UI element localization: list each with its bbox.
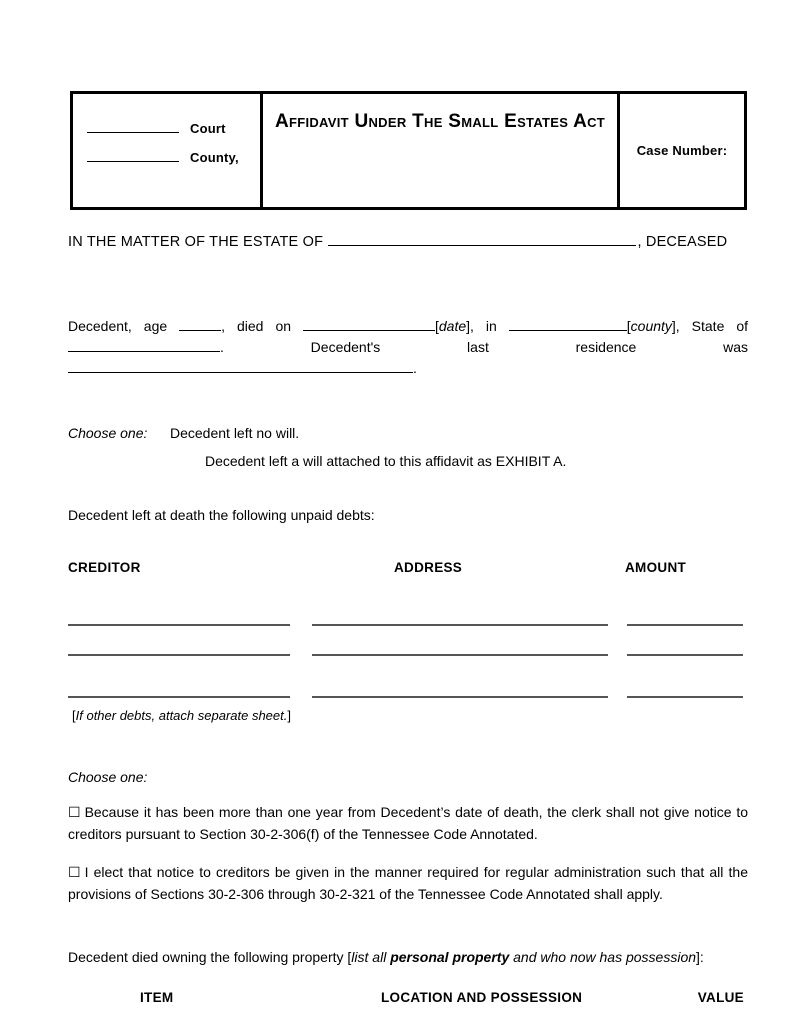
property-intro-part-2: ]: [696, 949, 704, 965]
county-fill-line[interactable] [87, 149, 179, 162]
decedent-age-text: Decedent, age [68, 318, 168, 334]
estate-matter-prefix: IN THE MATTER OF THE ESTATE OF [68, 234, 324, 250]
checkbox-icon[interactable]: ☐ [68, 804, 81, 820]
residence-period: . [413, 360, 417, 376]
notice-option-2-row[interactable] [68, 862, 748, 905]
date-of-death-fill[interactable] [303, 318, 435, 331]
county-label: County, [190, 150, 239, 165]
county-of-death-fill[interactable] [509, 318, 627, 331]
estate-matter-line [68, 232, 748, 250]
property-intro-part-1: Decedent died owning the following property [ [68, 949, 352, 965]
property-intro-italic-2: and who now has possession [509, 949, 697, 965]
will-option-no-will[interactable]: Decedent left no will. [170, 425, 300, 441]
property-intro-text [68, 949, 748, 965]
table-row [68, 626, 748, 656]
case-number-cell [620, 94, 744, 207]
column-header-value: VALUE [697, 990, 744, 1005]
notice-option-1-row[interactable] [68, 802, 748, 845]
amount-fill-line[interactable] [627, 696, 743, 698]
county-bracket-close: ], State of [671, 318, 749, 334]
table-row [68, 656, 748, 698]
column-header-item: ITEM [140, 990, 174, 1005]
note-bracket-open: [ [72, 708, 76, 723]
creditor-fill-line[interactable] [68, 696, 290, 698]
county-bracket-open: [ [626, 318, 631, 334]
property-table-header [68, 990, 748, 1008]
column-header-creditor: CREDITOR [68, 560, 141, 575]
attach-separate-sheet-note [68, 708, 748, 723]
property-intro-bold: personal property [390, 949, 510, 965]
column-header-address: ADDRESS [394, 560, 463, 575]
last-residence-fill[interactable] [68, 360, 413, 373]
note-bracket-close: ] [287, 708, 291, 723]
debts-table-rows [68, 596, 748, 698]
decedent-name-fill[interactable] [328, 232, 636, 246]
date-bracket-open: [ [435, 318, 439, 334]
court-county-cell [73, 94, 263, 207]
age-fill[interactable] [179, 318, 221, 331]
debts-intro-text: Decedent left at death the following unpaid debts: [68, 507, 375, 523]
property-intro-italic-1: list all [351, 949, 391, 965]
debts-table-header [68, 560, 748, 578]
caption-table [70, 91, 747, 210]
court-fill-line[interactable] [87, 120, 179, 133]
estate-matter-suffix: , DECEASED [637, 234, 728, 250]
note-text: If other debts, attach separate sheet. [75, 708, 288, 723]
will-choice-block [68, 423, 748, 472]
notice-option-2-text: I elect that notice to creditors be given in the manner required for regular administration such that all the provisions of Sections 30-2-306 through 30-2-321 of the Tennessee Code Annotated shall apply. [68, 864, 748, 902]
decedent-died-text: , died on [221, 318, 292, 334]
table-row [68, 596, 748, 626]
address-fill-line[interactable] [312, 696, 608, 698]
case-number-label: Case Number: [636, 143, 728, 158]
state-fill[interactable] [68, 339, 220, 352]
checkbox-icon[interactable]: ☐ [68, 864, 81, 880]
choose-one-label-will: Choose one: [68, 425, 148, 441]
document-title-cell [263, 94, 620, 207]
column-header-amount: AMOUNT [625, 560, 687, 575]
last-residence-text: . Decedent's last residence was [220, 339, 748, 355]
county-hint: county [630, 318, 672, 334]
page-title: Affidavit Under The Small Estates Act [274, 111, 606, 132]
date-bracket-close: ], in [466, 318, 497, 334]
court-label: Court [190, 121, 226, 136]
county-row [73, 149, 260, 165]
notice-option-1-text: Because it has been more than one year from Decedent’s date of death, the clerk shall not give notice to creditors pursuant to Section 30-2-306(f) of the Tennessee Code Annotated. [68, 804, 748, 842]
will-choice-row-1 [68, 423, 748, 444]
date-hint: date [438, 318, 467, 334]
choose-one-label-notice: Choose one: [68, 769, 148, 785]
column-header-location: LOCATION AND POSSESSION [381, 990, 583, 1005]
court-row [73, 120, 260, 136]
decedent-details-paragraph [68, 316, 748, 379]
document-body [68, 232, 748, 1008]
will-option-exhibit-a[interactable]: Decedent left a will attached to this affidavit as EXHIBIT A. [205, 453, 567, 469]
